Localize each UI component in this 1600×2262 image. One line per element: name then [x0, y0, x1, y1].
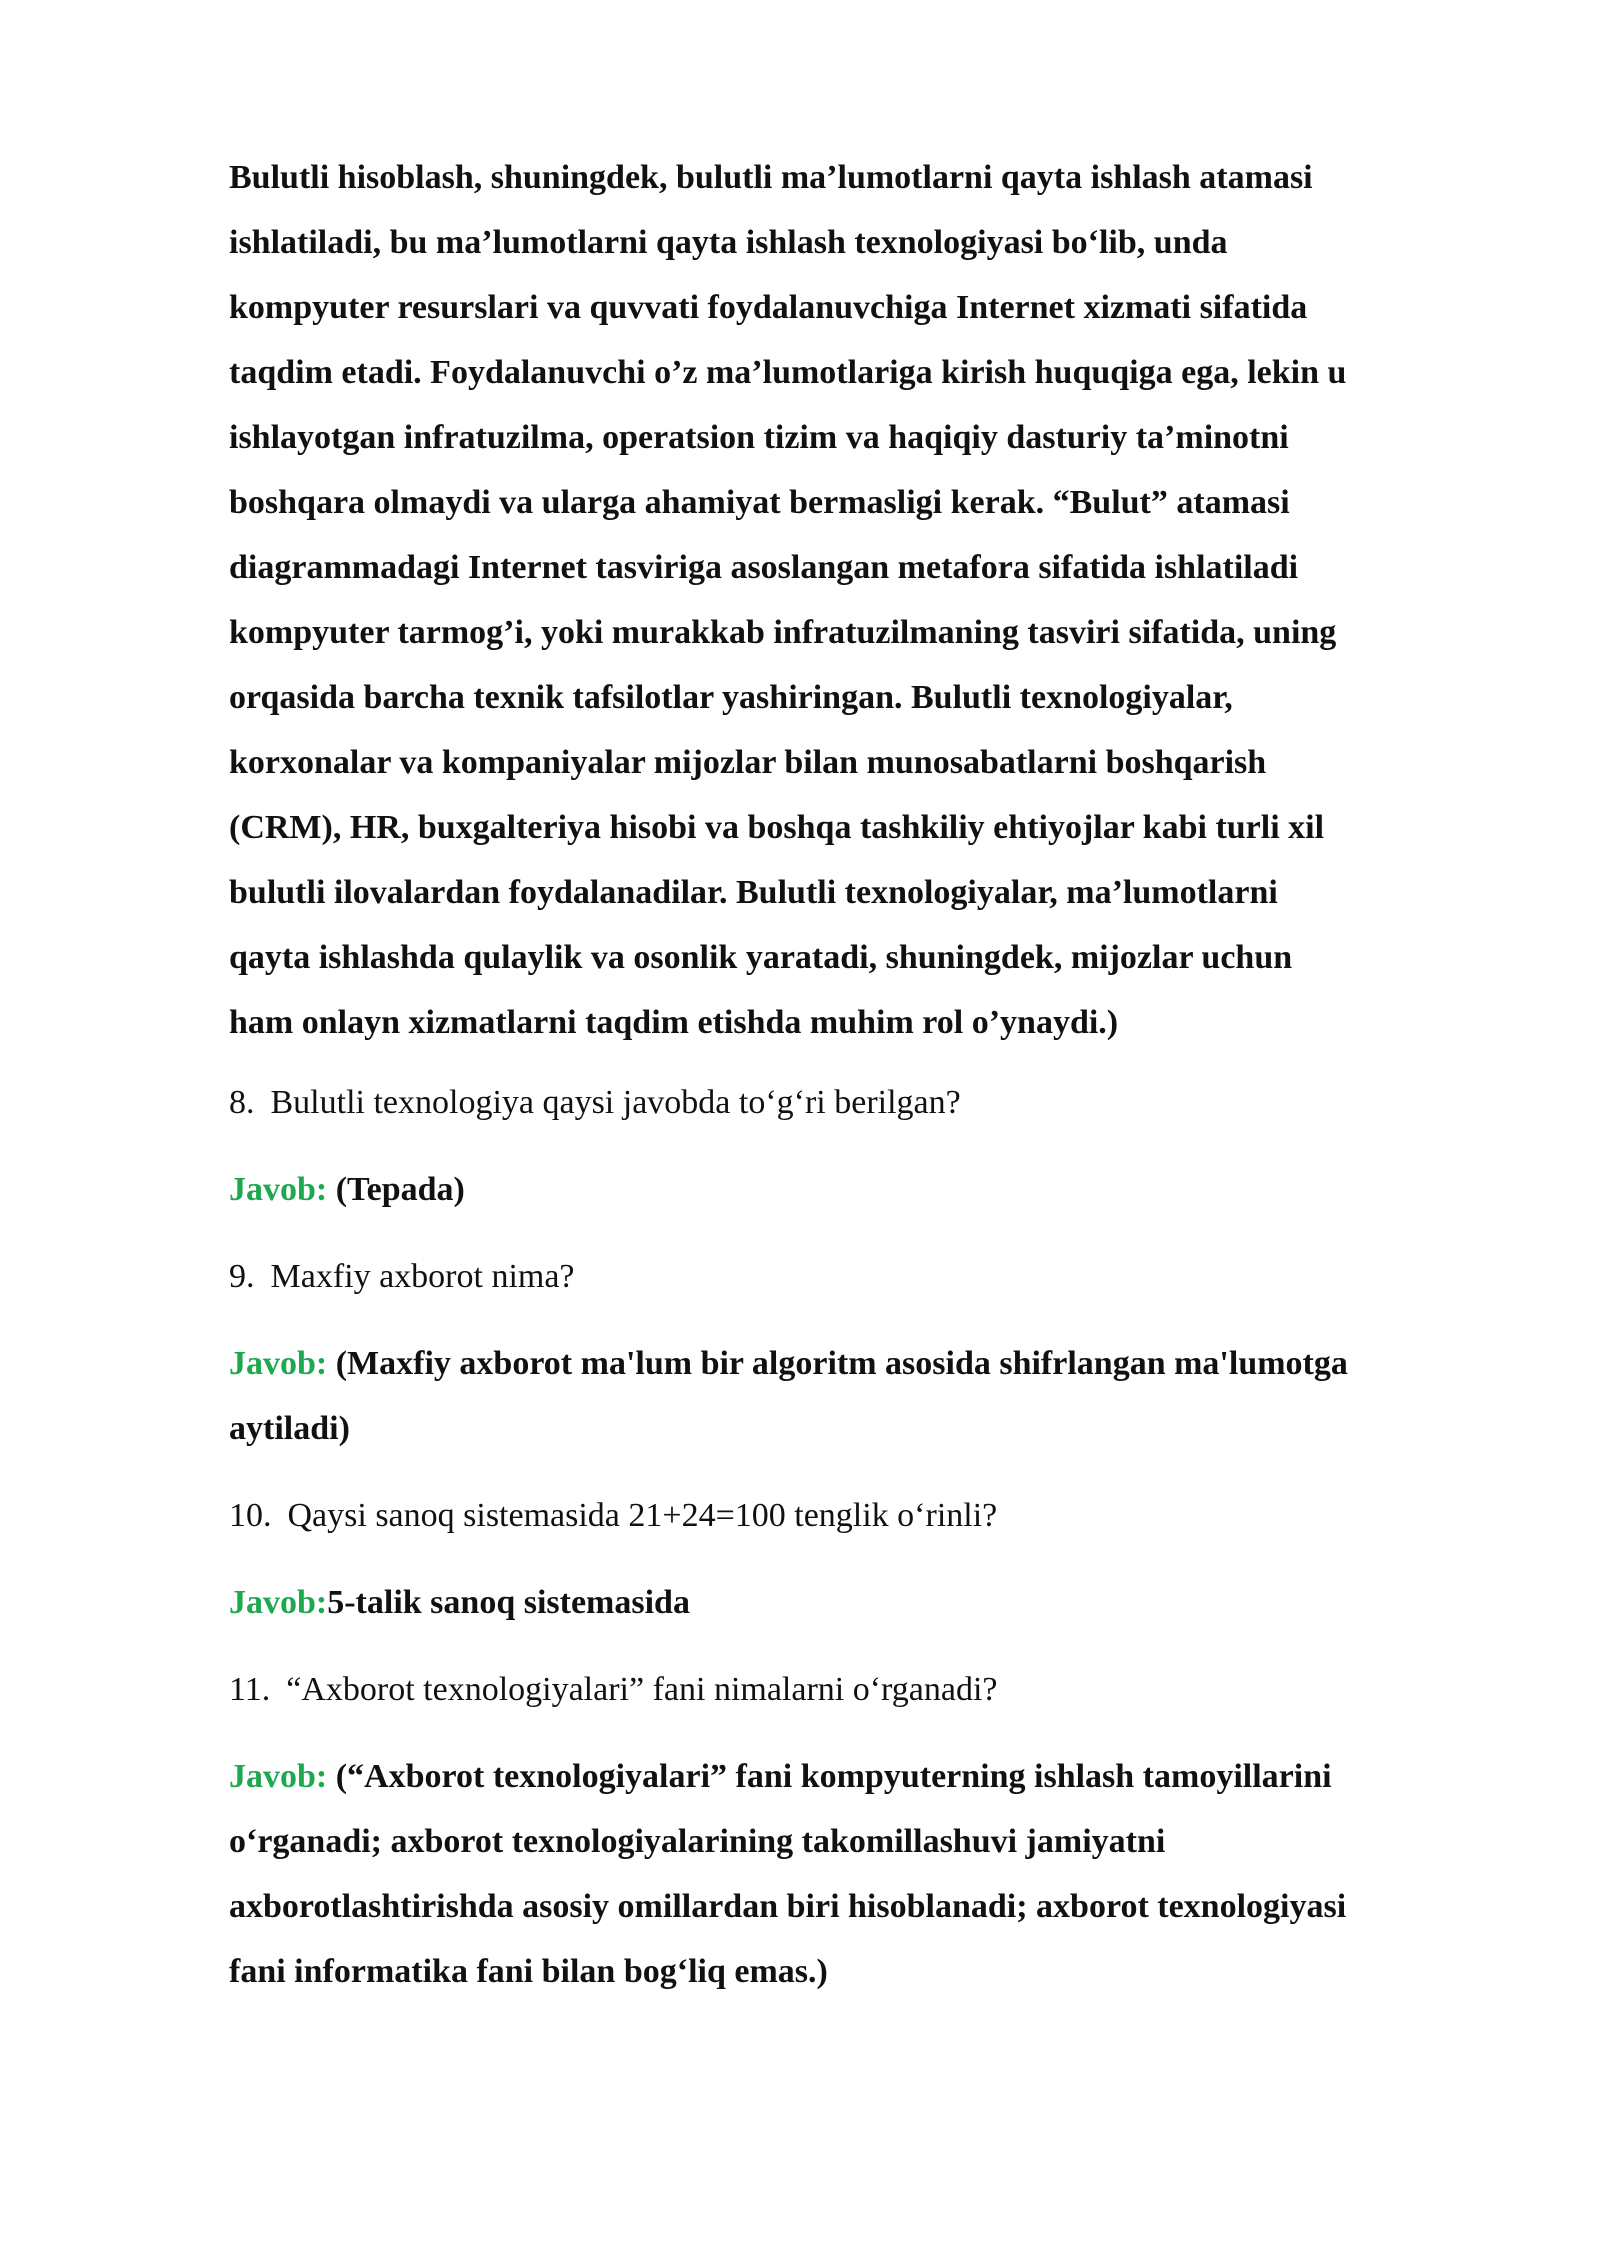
answer-11: [229, 1744, 1479, 2004]
question-number: 9.: [229, 1258, 255, 1295]
intro-line: ham onlayn xizmatlarni taqdim etishda muhim rol o’ynaydi.): [229, 1004, 1119, 1041]
answer-label: Javob:: [229, 1345, 328, 1382]
intro-line: diagrammadagi Internet tasviriga asoslangan metafora sifatida ishlatiladi: [229, 549, 1299, 586]
answer-text: 5-talik sanoq sistemasida: [327, 1584, 690, 1621]
intro-line: ishlatiladi, bu ma’lumotlarni qayta ishlash texnologiyasi bo‘lib, unda: [229, 224, 1228, 261]
qa-item-11: [229, 1657, 1479, 2004]
answer-label: Javob:: [229, 1171, 328, 1208]
question-text: Qaysi sanoq sistemasida 21+24=100 tenglik o‘rinli?: [287, 1497, 998, 1534]
answer-label: Javob:: [229, 1758, 328, 1795]
question-10: [229, 1483, 1479, 1548]
answer-10: [229, 1570, 1479, 1635]
intro-line: (CRM), HR, buxgalteriya hisobi va boshqa tashkiliy ehtiyojlar kabi turli xil: [229, 809, 1325, 846]
intro-paragraph: [229, 145, 1479, 1055]
intro-line: ishlayotgan infratuzilma, operatsion tizim va haqiqiy dasturiy ta’minotni: [229, 419, 1289, 456]
intro-line: kompyuter resurslari va quvvati foydalanuvchiga Internet xizmati sifatida: [229, 289, 1308, 326]
question-text: “Axborot texnologiyalari” fani nimalarni o‘rganadi?: [286, 1671, 998, 1708]
question-text: Maxfiy axborot nima?: [270, 1258, 575, 1295]
answer-8: [229, 1157, 1479, 1222]
question-8: [229, 1070, 1479, 1135]
question-9: [229, 1244, 1479, 1309]
qa-item-10: [229, 1483, 1479, 1635]
intro-line: Bulutli hisoblash, shuningdek, bulutli ma’lumotlarni qayta ishlash atamasi: [229, 159, 1313, 196]
question-text: Bulutli texnologiya qaysi javobda to‘g‘ri berilgan?: [270, 1084, 961, 1121]
question-number: 8.: [229, 1084, 255, 1121]
answer-text: (Maxfiy axborot ma'lum bir algoritm asosida shifrlangan ma'lumotga aytiladi): [229, 1345, 1348, 1447]
document-page: [229, 145, 1479, 2026]
question-11: [229, 1657, 1479, 1722]
answer-text: (Tepada): [327, 1171, 465, 1208]
answer-9: [229, 1331, 1479, 1461]
intro-line: orqasida barcha texnik tafsilotlar yashiringan. Bulutli texnologiyalar,: [229, 679, 1233, 716]
intro-line: qayta ishlashda qulaylik va osonlik yaratadi, shuningdek, mijozlar uchun: [229, 939, 1293, 976]
intro-line: boshqara olmaydi va ularga ahamiyat bermasligi kerak. “Bulut” atamasi: [229, 484, 1290, 521]
question-number: 11.: [229, 1671, 271, 1708]
intro-line: taqdim etadi. Foydalanuvchi o’z ma’lumotlariga kirish huquqiga ega, lekin u: [229, 354, 1347, 391]
intro-line: bulutli ilovalardan foydalanadilar. Bulutli texnologiyalar, ma’lumotlarni: [229, 874, 1278, 911]
qa-item-9: [229, 1244, 1479, 1461]
intro-line: korxonalar va kompaniyalar mijozlar bilan munosabatlarni boshqarish: [229, 744, 1267, 781]
answer-label: Javob:: [229, 1584, 328, 1621]
intro-line: kompyuter tarmog’i, yoki murakkab infratuzilmaning tasviri sifatida, uning: [229, 614, 1337, 651]
qa-item-8: [229, 1070, 1479, 1222]
question-number: 10.: [229, 1497, 272, 1534]
answer-text: (“Axborot texnologiyalari” fani kompyuterning ishlash tamoyillarini o‘rganadi; axborot texnologiyalarining takomillashuvi jamiyatni axborotlashtirishda asosiy omillardan biri hisoblanadi; axborot texnologiyasi fani informatika fani bilan bog‘liq emas.): [229, 1758, 1347, 1990]
